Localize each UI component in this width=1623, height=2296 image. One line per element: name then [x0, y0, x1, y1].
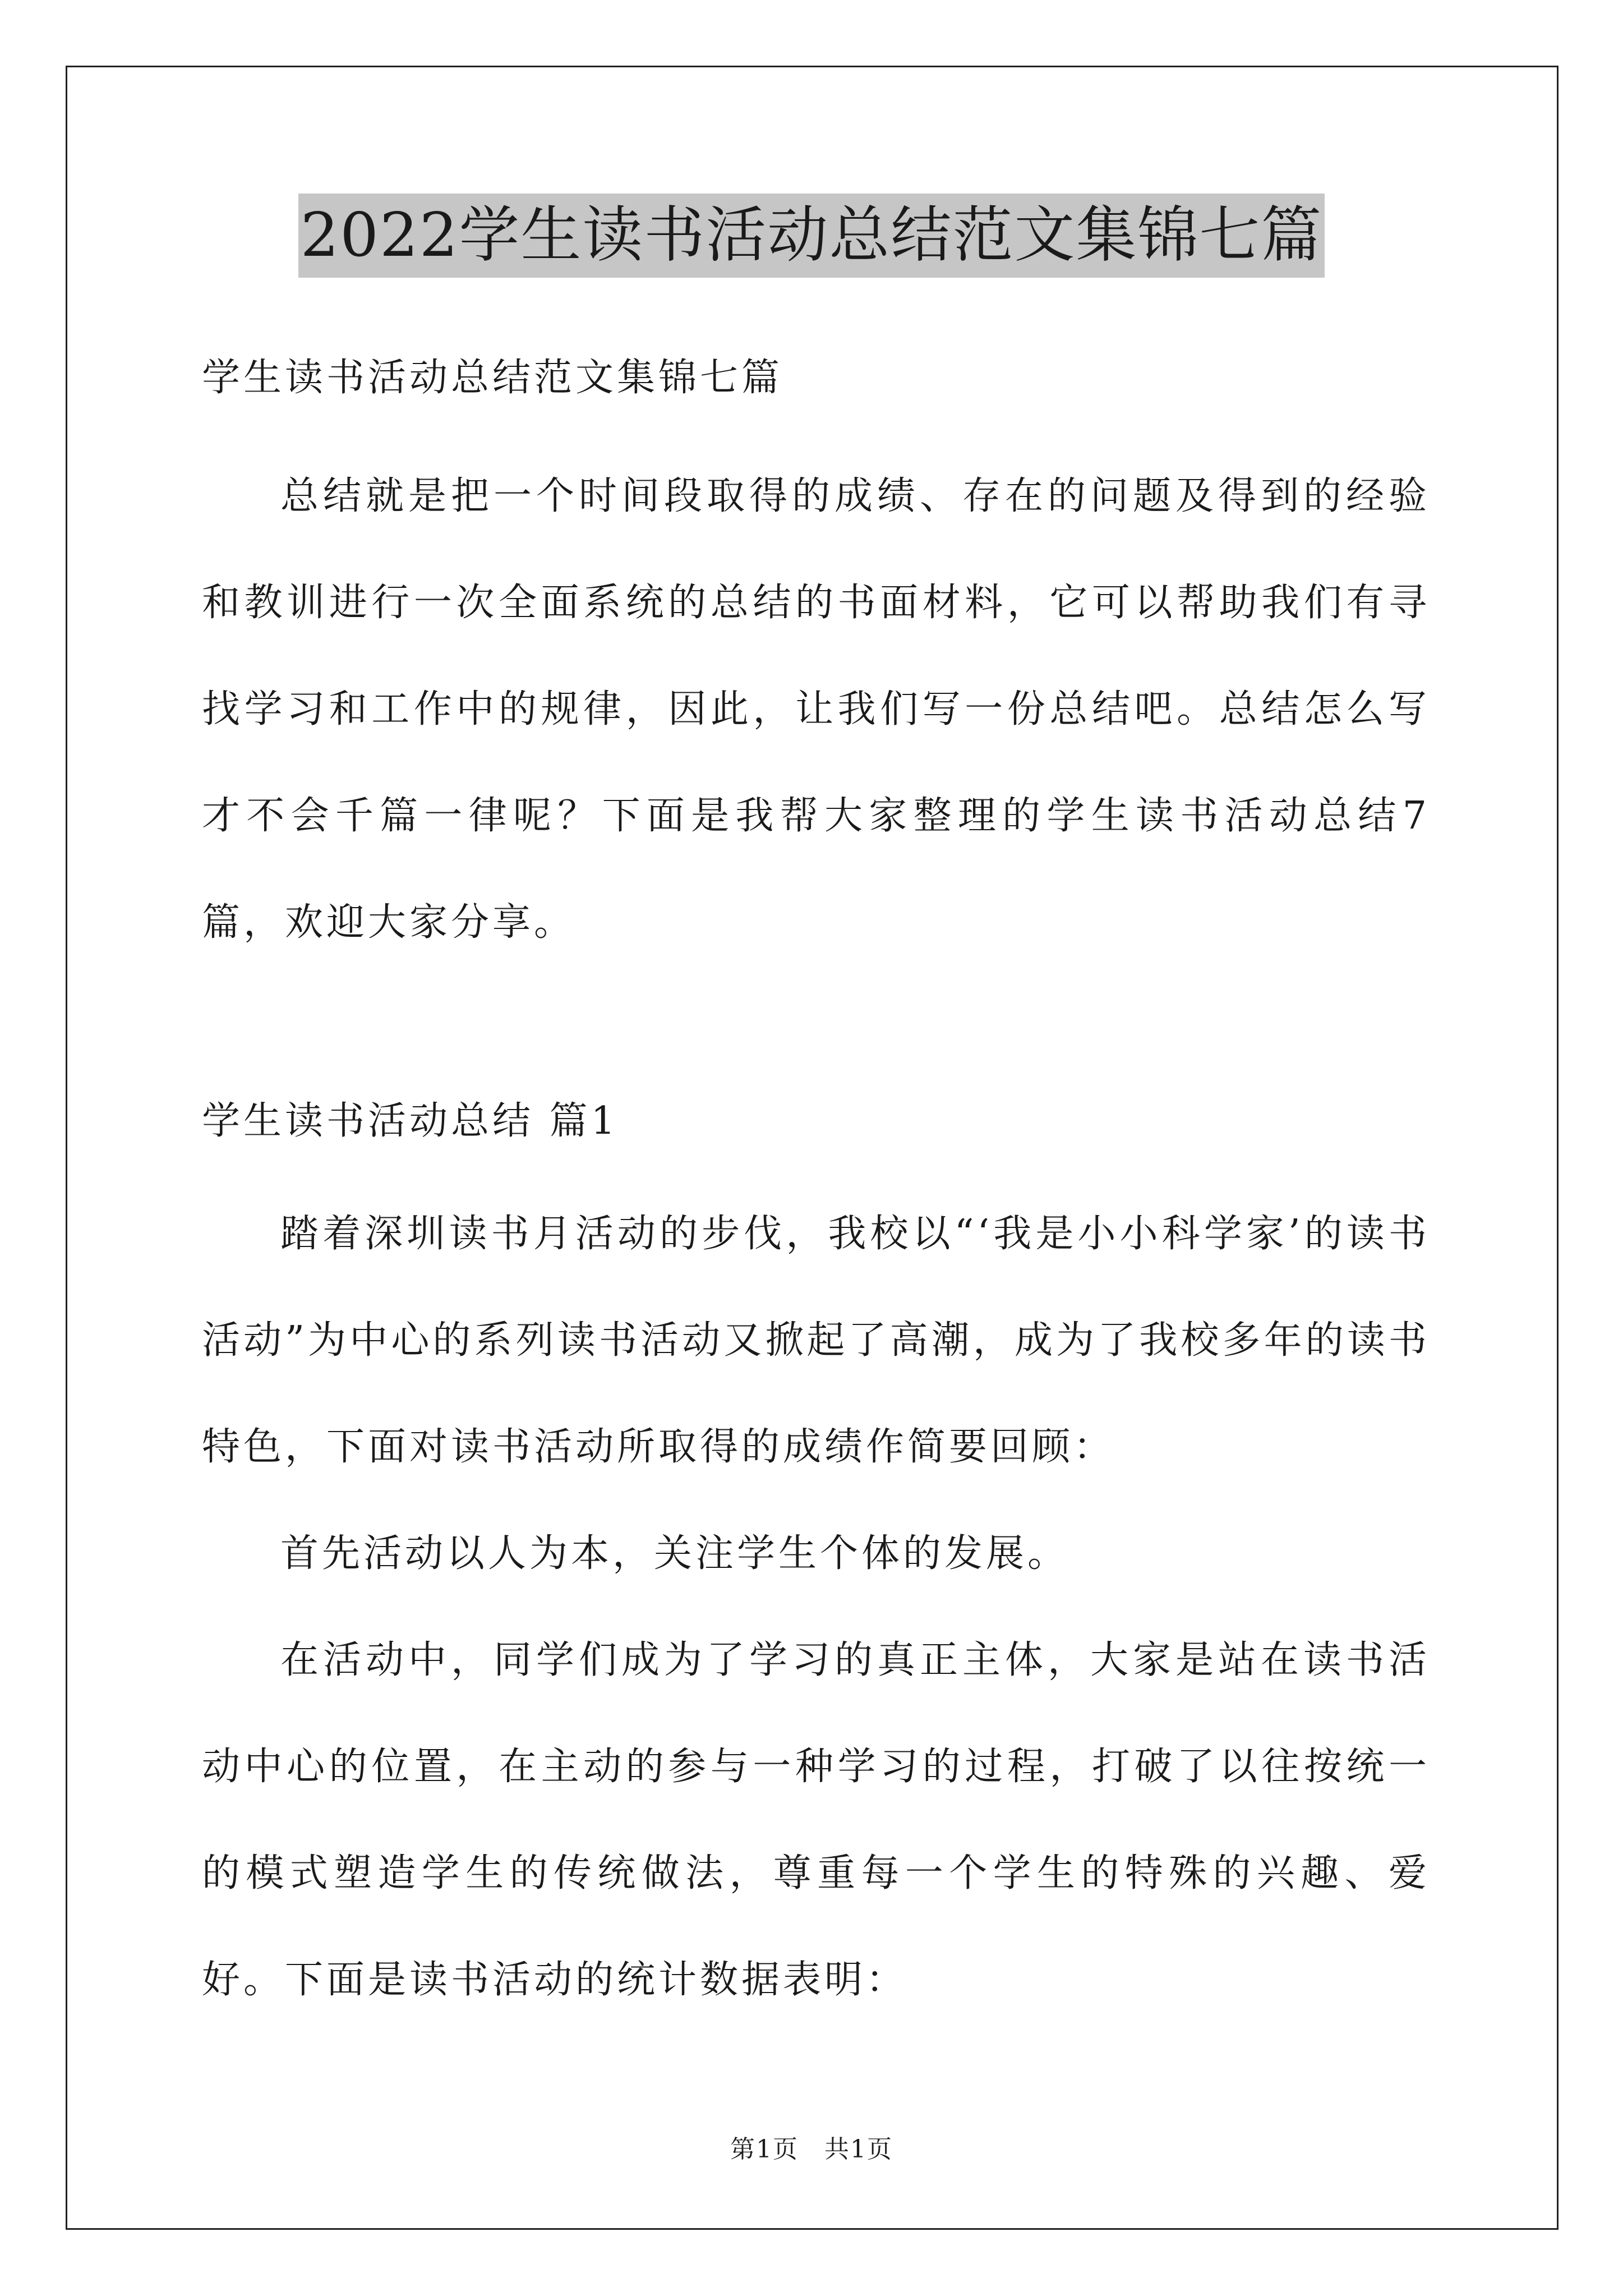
body-paragraph-3: 在活动中，同学们成为了学习的真正主体，大家是站在读书活动中心的位置，在主动的参与一种学习的过程，打破了以往按统一的模式塑造学生的传统做法，尊重每一个学生的特殊的兴趣、爱好。下面是读书活动的统计数据表明： — [202, 1638, 1430, 2002]
title-container — [0, 194, 1623, 278]
document-subtitle: 学生读书活动总结范文集锦七篇 — [202, 356, 783, 400]
intro-paragraph: 总结就是把一个时间段取得的成绩、存在的问题及得到的经验和教训进行一次全面系统的总结的书面材料，它可以帮助我们有寻找学习和工作中的规律，因此，让我们写一份总结吧。总结怎么写才不会千篇一律呢？下面是我帮大家整理的学生读书活动总结7篇，欢迎大家分享。 — [202, 474, 1430, 945]
page-footer: 第1页 共1页 — [730, 2135, 893, 2164]
body-paragraph-2: 首先活动以人为本，关注学生个体的发展。 — [280, 1531, 1069, 1576]
document-title: 2022学生读书活动总结范文集锦七篇 — [298, 194, 1325, 278]
body-paragraph-1: 踏着深圳读书月活动的步伐，我校以“‘我是小小科学家’的读书活动”为中心的系列读书活动又掀起了高潮，成为了我校多年的读书特色，下面对读书活动所取得的成绩作简要回顾： — [202, 1212, 1430, 1469]
section-heading: 学生读书活动总结 篇1 — [202, 1099, 619, 1143]
